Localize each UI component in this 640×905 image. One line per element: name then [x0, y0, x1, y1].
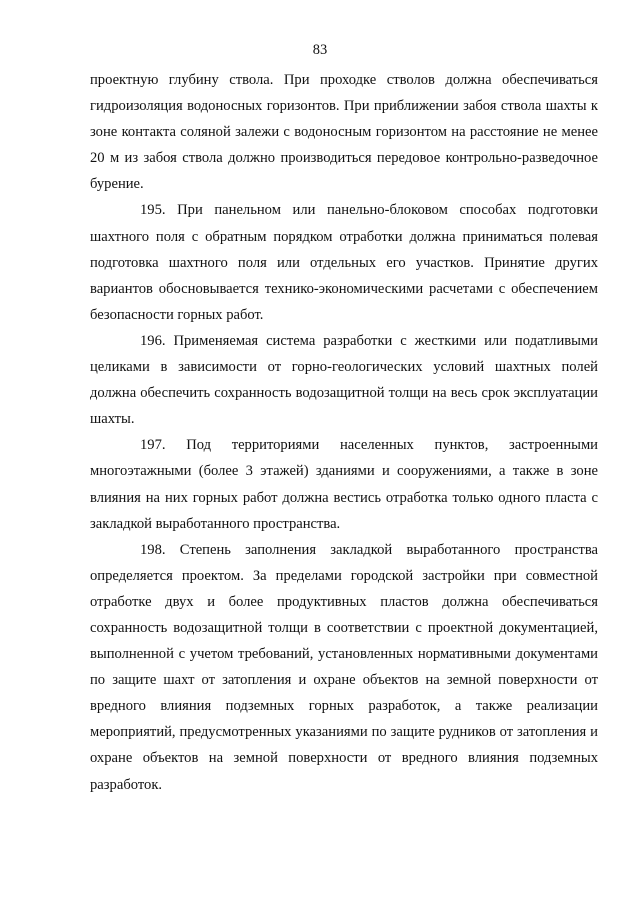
document-body [90, 67, 598, 798]
paragraph-196: 196. Применяемая система разработки с жесткими или податливыми целиками в зависимости от горно-геологических условий шахтных полей должна обеспечить сохранность водозащитной толщи на весь срок эксплуатации шахты. [90, 332, 598, 428]
page-number: 83 [312, 42, 328, 58]
paragraph-195: 195. При панельном или панельно-блоковом способах подготовки шахтного поля с обратным порядком отработки должна приниматься полевая подготовка шахтного поля или отдельных его участков. Принятие других вариантов обосновывается технико-экономическими расчетами с обеспечением безопасности горных работ. [90, 202, 598, 323]
paragraph-continuation: проектную глубину ствола. При проходке стволов должна обеспечиваться гидроизоляция водоносных горизонтов. При приближении забоя ствола шахты к зоне контакта соляной залежи с водоносным горизонтом на расстояние не менее 20 м из забоя ствола должно производиться передовое контрольно-разведочное бурение. [90, 72, 598, 193]
paragraph-197: 197. Под территориями населенных пунктов, застроенными многоэтажными (более 3 этажей) зданиями и сооружениями, а также в зоне влияния на них горных работ должна вестись отработка только одного пласта с закладкой выработанного пространства. [90, 437, 598, 532]
paragraph-198: 198. Степень заполнения закладкой выработанного пространства определяется проектом. За пределами городской застройки при совместной отработке двух и более продуктивных пластов должна обеспечиваться сохранность водозащитной толщи в соответствии с проектной документацией, выполненной с учетом требований, установленных нормативными документами по защите шахт от затопления и охране объектов на земной поверхности от вредного влияния подземных горных разработок, а также реализации мероприятий, предусмотренных указаниями по защите рудников от затопления и охране объектов на земной поверхности от вредного влияния подземных разработок. [90, 541, 598, 793]
